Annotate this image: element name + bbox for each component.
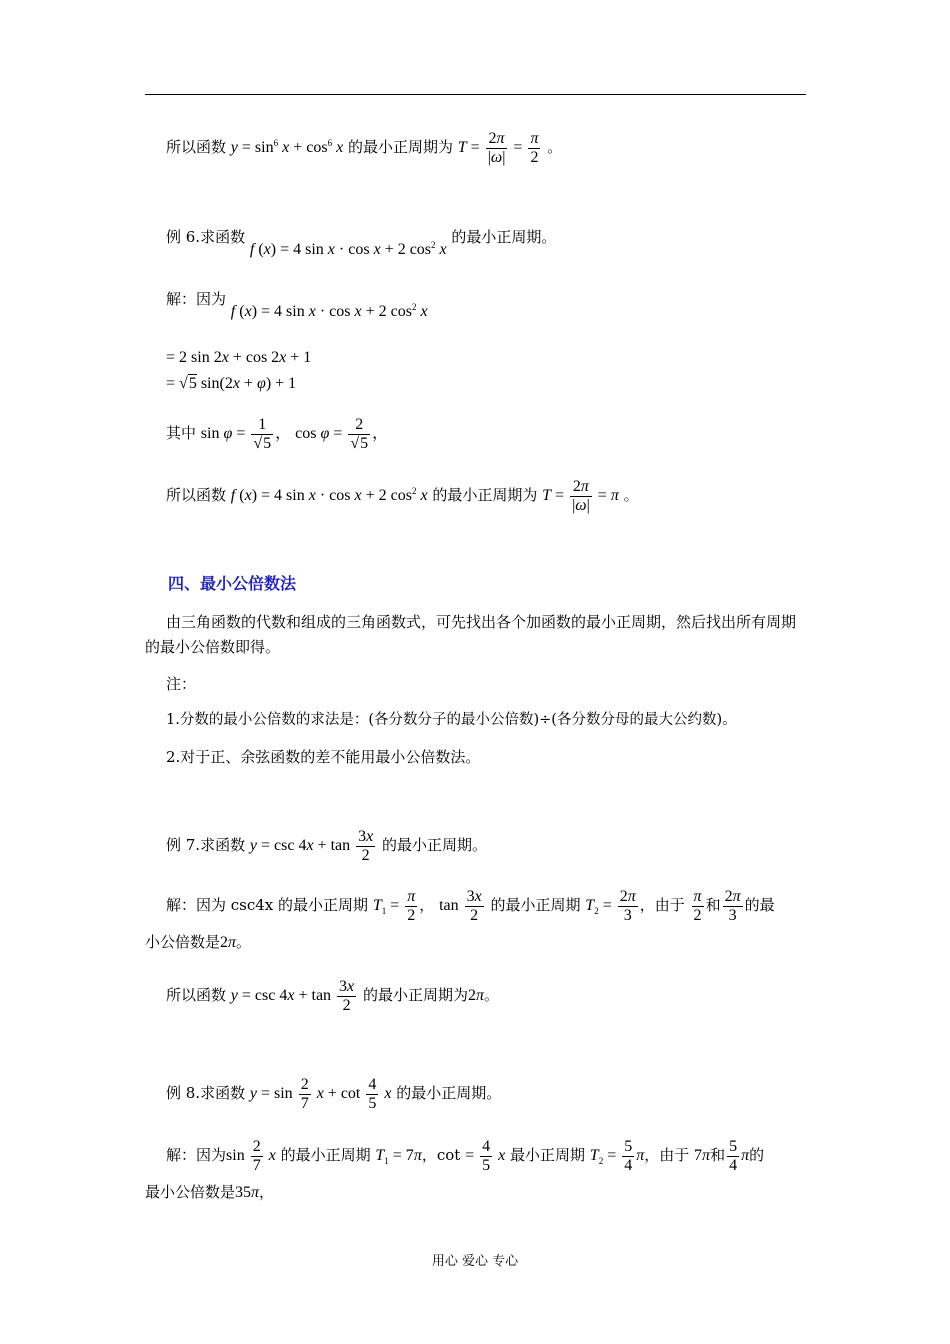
ex8-solution: 解：因为sin $\frac{2}{7}$ x 的最小正周期 $T_1 = 7\pi$，cot = $\frac{4}{5}$ x 最小正周期 $T_2$ = $\frac{5}{4}$ π，由于 7π和 $\frac{5}{4}$ π的 [166, 1138, 765, 1174]
ex7-solution: 解：因为 csc4x 的最小正周期 $T_1$ = $\frac{\pi}{2}$ ， tan $\frac{3x}{2}$ 的最小正周期 $T_2$ = $\frac{2\pi}{3}$ ，由于 $\frac{\pi}{2}$ 和 $\frac{2\pi}{3}$ 的最 [166, 888, 775, 924]
footer: 用心 爱心 专心 [431, 1254, 519, 1269]
ex6-title: 例 6.求函数 f (x) = 4 sin x · cos x + 2 $\cos^2 x$ 的最小正周期。 [166, 228, 557, 258]
section-intro: 由三角函数的代数和组成的三角函数式，可先找出各个加函数的最小正周期，然后找出所有周期的最小公倍数即得。 [145, 613, 797, 656]
ex8-title: 例 8.求函数 y = sin $\frac{2}{7}$ x + cot $\frac{4}{5}$ x 的最小正周期。 [166, 1076, 502, 1112]
ex5-conclusion: 所以函数 $y = \sin^6 x + \cos^6 x$ 的最小正周期为 T = $\frac{2\pi}{|\omega|}$ = $\frac{\pi}{2}$ 。 [166, 130, 563, 166]
ex7-conclusion: 所以函数 y = csc 4x + tan $\frac{3x}{2}$ 的最小正周期为2π。 [166, 978, 499, 1014]
ex7-title: 例 7.求函数 y = csc 4x + tan $\frac{3x}{2}$ 的最小正周期。 [166, 828, 488, 864]
note-2: 2.对于正、余弦函数的差不能用最小公倍数法。 [166, 748, 481, 766]
note-1: 1.分数的最小公倍数的求法是：(各分数分子的最小公倍数)÷(各分数分母的最大公约数)。 [166, 712, 737, 728]
header-rule [145, 94, 806, 95]
ex6-step1: = 2 sin 2x + cos 2x + 1 [166, 349, 312, 366]
ex6-conclusion: 所以函数 f (x) = 4 sin x · cos x + 2 $\cos^2 x$ 的最小正周期为 T = $\frac{2\pi}{|\omega|}$ = π 。 [166, 478, 639, 514]
ex6-where: 其中 sin φ = $\frac{1}{√5}$ ， cos φ = $\frac{2}{√5}$ ， [166, 416, 389, 452]
ex8-solution-line2: 最小公倍数是35π， [145, 1183, 275, 1201]
section-heading: 四、最小公倍数法 [168, 574, 297, 593]
note-label: 注： [166, 675, 197, 693]
ex7-solution-line2: 小公倍数是2π。 [145, 933, 252, 951]
ex6-solution-start: 解：因为 f (x) = 4 sin x · cos x + 2 $\cos^2 x$ [166, 290, 428, 320]
ex6-step2: = √5 sin(2x + φ) + 1 [166, 375, 297, 392]
